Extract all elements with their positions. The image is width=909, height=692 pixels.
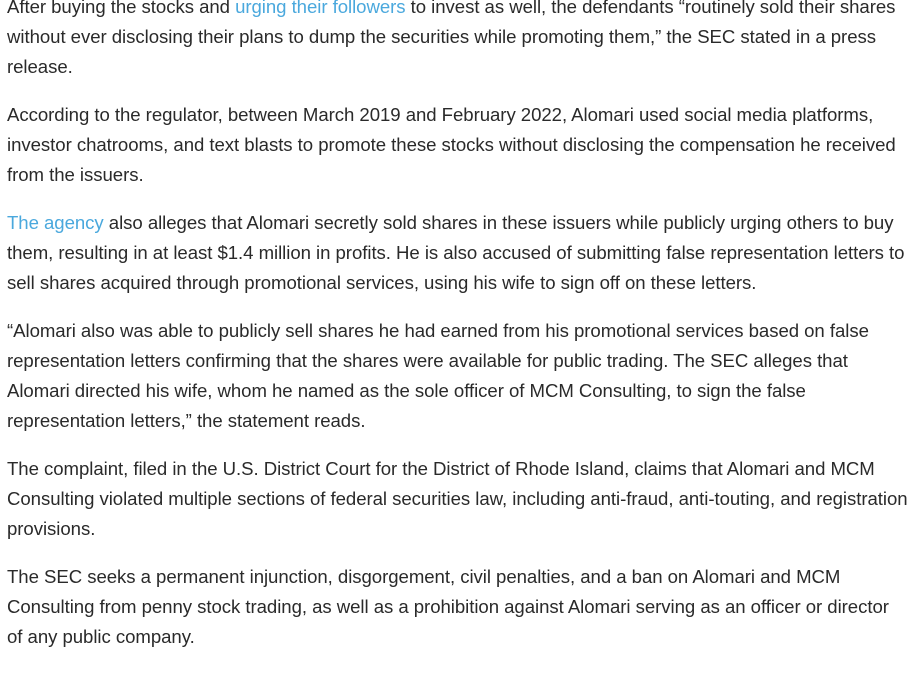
paragraph-1 [7,0,909,82]
the-agency-link[interactable]: The agency [7,212,104,233]
article-body [7,0,909,670]
paragraph-3-text-after-link: also alleges that Alomari secretly sold shares in these issuers while publicly urging others to buy them, resulting in at least $1.4 million in profits. He is also accused of submitting false representation letters to sell shares acquired through promotional services, using his wife to sign off on these letters. [7,212,905,293]
paragraph-3 [7,208,909,298]
paragraph-1-text-after-link: to invest as well, the defendants “routinely sold their shares without ever disclosing their plans to dump the securities while promoting them,” the SEC stated in a press release. [7,0,896,77]
paragraph-2: According to the regulator, between March 2019 and February 2022, Alomari used social media platforms, investor chatrooms, and text blasts to promote these stocks without disclosing the compensation he received from the issuers. [7,104,896,185]
paragraph-5: The complaint, filed in the U.S. District Court for the District of Rhode Island, claims that Alomari and MCM Consulting violated multiple sections of federal securities law, including anti-fraud, anti-touting, and registration provisions. [7,458,908,539]
paragraph-4-quote: “Alomari also was able to publicly sell shares he had earned from his promotional services based on false representation letters confirming that the shares were available for public trading. The SEC alleges that Alomari directed his wife, whom he named as the sole officer of MCM Consulting, to sign the false representation letters,” the statement reads. [7,320,869,431]
paragraph-6: The SEC seeks a permanent injunction, disgorgement, civil penalties, and a ban on Alomari and MCM Consulting from penny stock trading, as well as a prohibition against Alomari serving as an officer or director of any public company. [7,566,889,647]
urging-their-followers-link[interactable]: urging their followers [235,0,406,17]
paragraph-1-text-before-link: After buying the stocks and [7,0,236,17]
